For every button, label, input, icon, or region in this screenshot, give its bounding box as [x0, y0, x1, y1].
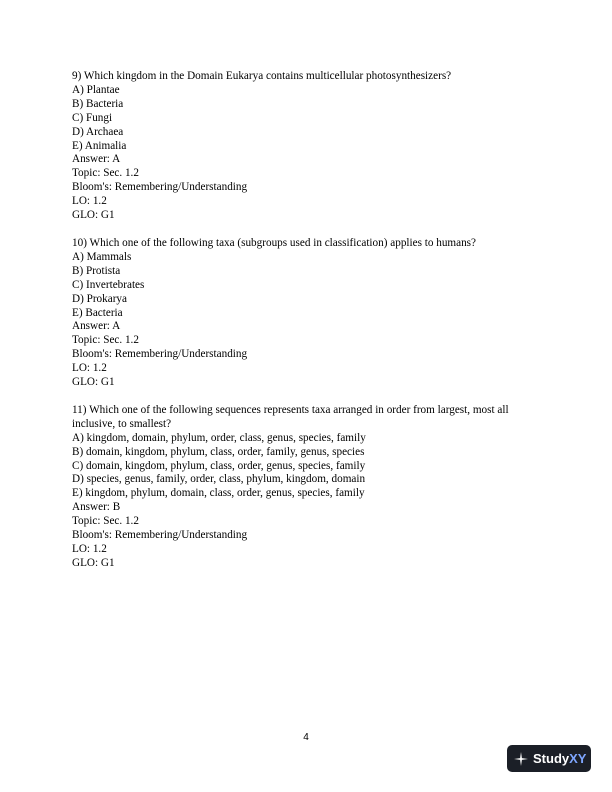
topic-line: Topic: Sec. 1.2: [72, 334, 139, 347]
answer-key: Answer: A: [72, 153, 121, 166]
answer-option: C) Invertebrates: [72, 278, 145, 291]
answer-option: B) Protista: [72, 264, 121, 277]
answer-option: C) domain, kingdom, phylum, class, order, genus, species, family: [72, 459, 366, 472]
lo-line: LO: 1.2: [72, 195, 107, 208]
glo-line: GLO: G1: [72, 556, 115, 569]
answer-option: C) Fungi: [72, 111, 113, 124]
answer-option: B) Bacteria: [72, 97, 124, 110]
brand-accent: XY: [569, 751, 587, 766]
page-number: 4: [303, 732, 309, 743]
glo-line: GLO: G1: [72, 209, 115, 222]
answer-option: D) Archaea: [72, 125, 124, 138]
answer-option: D) species, genus, family, order, class, phylum, kingdom, domain: [72, 473, 366, 486]
studyxy-badge[interactable]: [507, 745, 591, 772]
plus-sparkle-icon: [514, 752, 528, 766]
question-text: 10) Which one of the following taxa (subgroups used in classification) applies to humans?: [72, 236, 477, 249]
answer-key: Answer: A: [72, 320, 121, 333]
brand-name: Study: [533, 751, 570, 766]
answer-option: D) Prokarya: [72, 292, 127, 305]
question-text: 9) Which kingdom in the Domain Eukarya contains multicellular photosynthesizers?: [72, 70, 452, 82]
lo-line: LO: 1.2: [72, 543, 107, 555]
topic-line: Topic: Sec. 1.2: [72, 515, 139, 528]
glo-line: GLO: G1: [72, 376, 115, 389]
blooms-line: Bloom's: Remembering/Understanding: [72, 181, 248, 194]
answer-option: E) Animalia: [72, 139, 127, 152]
question-block-9: [72, 70, 542, 223]
answer-option: B) domain, kingdom, phylum, class, order, family, genus, species: [72, 445, 365, 458]
answer-option: E) Bacteria: [72, 306, 123, 319]
question-text: 11) Which one of the following sequences represents taxa arranged in order from largest, most all inclusive, to smallest?: [72, 403, 509, 430]
answer-key: Answer: B: [72, 501, 121, 514]
question-block-11: [72, 404, 542, 571]
document-page: [72, 70, 542, 585]
topic-line: Topic: Sec. 1.2: [72, 167, 139, 180]
lo-line: LO: 1.2: [72, 362, 107, 375]
blooms-line: Bloom's: Remembering/Understanding: [72, 348, 248, 361]
blooms-line: Bloom's: Remembering/Understanding: [72, 529, 248, 542]
answer-option: A) Plantae: [72, 83, 120, 96]
question-block-10: [72, 237, 542, 390]
answer-option: A) Mammals: [72, 250, 132, 263]
answer-option: E) kingdom, phylum, domain, class, order, genus, species, family: [72, 487, 365, 500]
answer-option: A) kingdom, domain, phylum, order, class, genus, species, family: [72, 431, 366, 444]
